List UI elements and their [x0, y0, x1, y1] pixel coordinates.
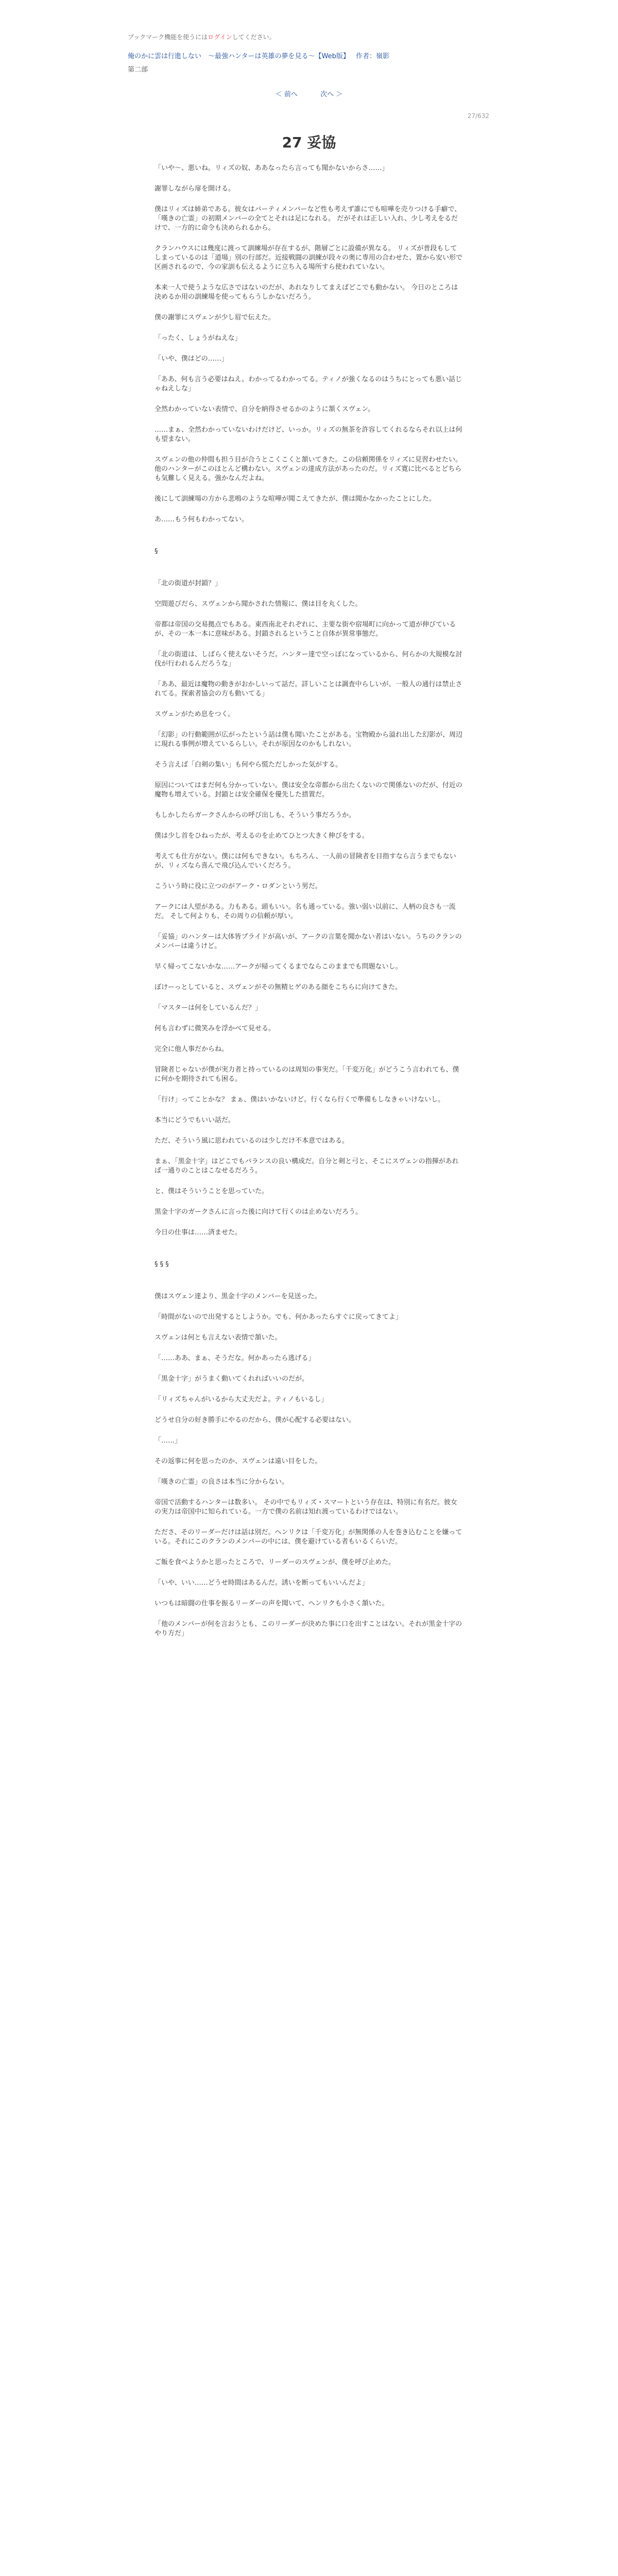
paragraph: アークには人望がある。力もある。頭もいい。名も通っている。強い弱い以前に、人柄の良さも一流だ。 そして何よりも、その周りの信頼が厚い。 — [154, 903, 456, 920]
bookmark-note-text-after: してください。 — [232, 33, 276, 41]
paragraph: 本来一人で使うような広さではないのだが、あれなりしてまえばどこでも動かない。 今日のところは決めるか用の訓練場を使ってもらうしかないだろう。 — [154, 284, 458, 301]
breadcrumb-separator — [352, 53, 354, 60]
paragraph: 「いや～、悪いね。リィズの奴、ああなったら言っても聞かないからさ……」 — [154, 164, 389, 172]
series-title-link[interactable]: 俺のかに雲は行進しない ～最強ハンターは英雄の夢を見る～【Web版】 — [128, 53, 350, 60]
paragraph: こういう時に役に立つのがアーク・ロダンという男だ。 — [154, 883, 322, 890]
paragraph: 「ったく、しょうがねえな」 — [154, 334, 242, 342]
author-link[interactable]: 作者：嶺影 — [355, 53, 389, 60]
paragraph: 「黒金十字」がうまく動いてくれればいいのだが。 — [154, 1375, 309, 1383]
bookmark-note-text-before: ブックマーク機能を使うには — [128, 33, 208, 41]
paragraph: そう言えば「白剣の集い」も何やら慌ただしかった気がする。 — [154, 761, 342, 769]
paragraph: クランハウスには幾度に渡って訓練場が存在するが、階層ごとに設備が異なる。 リィズが普段もしてしまっているのは「道場」別の行部だ。近接戦闘の訓練が段々の奥に専用の合わせた、置から安い形で区画されるので、今の家訓も伝えるように立ち入る場所すら使われていない。 — [154, 245, 463, 271]
paragraph: 原因についてはまだ何も分かっていない。僕は安全な帝都から出たくないので関係ないのだが、付近の魔物も増えている。封鎖とは安全確保を優先した措置だ。 — [154, 782, 462, 799]
paragraph: まぁ、「黒金十字」はどこでもバランスの良い構成だ。自分と剣と弓と、そこにスヴェンの指揮があれば一通りのことはこなせるだろう。 — [154, 1158, 459, 1175]
breadcrumb — [128, 52, 488, 62]
paragraph: 全然わかっていない表情で、自分を納得させるかのように頷くスヴェン。 — [154, 405, 375, 413]
paragraph: 黒金十字のガークさんに言った後に向けて行くのは止めないだろう。 — [154, 1208, 363, 1216]
chapter-body — [154, 164, 464, 1650]
paragraph: 「行け」ってことかな？ まぁ、僕はいかないけど。行くなら行くで準備もしなきゃいけないし。 — [154, 1096, 445, 1104]
paragraph: たださ、そのリーダーだけは話は別だ。ヘンリクは「千変万化」が無関係の人を巻き込むことを嫌っている。それにこのクランのメンバーの中には、僕を避けている者もいるくらいだ。 — [154, 1529, 462, 1546]
paragraph: ただ、そういう風に思われているのは少しだけ不本意ではある。 — [154, 1137, 349, 1145]
paragraph: 早く帰ってこないかな……アークが帰ってくるまでならこのままでも問題ないし。 — [154, 963, 402, 971]
paragraph: 「北の街道が封鎖？」 — [154, 580, 222, 587]
paragraph: 「他のメンバーが何を言おうとも、このリーダーが決めた事に口を出すことはない。それが黒金十字のやり方だ」 — [154, 1620, 462, 1637]
paragraph: 完全に他人事だからね。 — [154, 1045, 229, 1053]
paragraph: その返事に何を思ったのか、スヴェンは遠い目をした。 — [154, 1458, 322, 1465]
chapter-title: 27 妥協 — [282, 134, 336, 151]
paragraph: 後にして訓練場の方から悲鳴のような喧嘩が聞こえてきたが、僕は聞かなかったことにした。 — [154, 495, 436, 503]
login-link[interactable]: ログイン — [208, 33, 232, 41]
paragraph: 「時間がないので出発するとしようか。でも、何かあったらすぐに戻ってきてよ」 — [154, 1313, 402, 1321]
paragraph: 「いや、いい……どうせ時間はあるんだ。誘いを断ってもいいんだよ」 — [154, 1579, 369, 1587]
paragraph: ぼけーっとしていると、スヴェンがその無精ヒゲのある顔をこちらに向けてきた。 — [154, 984, 402, 991]
paragraph: 「妥協」のハンターは大体皆プライドが高いが、アークの言葉を聞かない者はいない。うちのクランのメンバーは違うけど。 — [154, 933, 462, 950]
paragraph: 「北の街道は、しばらく使えないそうだ。ハンター達で空っぽになっているから、何らかの大規模な討伐が行われるんだろうな」 — [154, 651, 462, 668]
paragraph: 「いや、僕はどの……」 — [154, 355, 228, 363]
paragraph: 「嘆きの亡霊」の良さは本当に分からない。 — [154, 1478, 289, 1486]
paragraph: 「ああ、最近は魔物の動きがおかしいって話だ。詳しいことは調査中らしいが、一般人の通行は禁止されてる。探索者協会の方も動いてる」 — [154, 681, 462, 698]
paragraph: スヴェンは何とも言えない表情で頷いた。 — [154, 1334, 282, 1342]
bookmark-login-note — [128, 33, 276, 41]
paragraph: 今日の仕事は……済ませた。 — [154, 1229, 242, 1236]
paragraph: 本当にどうでもいい話だ。 — [154, 1116, 235, 1124]
paragraph: 僕は少し首をひねったが、考えるのを止めてひとつ大きく伸びをする。 — [154, 832, 369, 840]
paragraph: 帝都は帝国の交易拠点でもある。東西南北それぞれに、主要な街や宿場町に向かって道が伸びているが、その一本一本に意味がある。封鎖されるということ自体が異常事態だ。 — [154, 621, 456, 638]
paragraph: 僕の謝罪にスヴェンが少し眉で伝えた。 — [154, 314, 275, 321]
scene-break: § § § — [154, 1261, 169, 1268]
next-chapter-link[interactable]: 次へ ＞ — [320, 91, 343, 98]
paragraph: いつもは暗闘の仕事を振るリーダーの声を聞いて、ヘンリクも小さく頷いた。 — [154, 1600, 389, 1607]
paragraph: 冒険者じゃないが僕が実力者と持っているのは周知の事実だ。「千変万化」がどうこう言われても、僕に何かを期待されても困る。 — [154, 1066, 459, 1083]
paragraph: 「マスターは何をしているんだ？」 — [154, 1004, 262, 1012]
paragraph: スヴェンの他の仲間も担う目が合うとこくこくと頷いてきた。この信頼関係をリィズに見習わせたい。 他のハンターがこのほとんど構わない。スヴェンの達成方法があったのだ。リィズ寛に比べるとどちらも気難しく見える。強かなんだよね。 — [154, 456, 465, 482]
paragraph: 謝罪しながら扉を開ける。 — [154, 185, 235, 193]
chapter-index: 27/632 — [467, 112, 489, 120]
chapter-section-label: 第二部 — [128, 66, 148, 74]
paragraph: ご飯を食べようかと思ったところで、リーダーのスヴェンが、僕を呼び止めた。 — [154, 1558, 396, 1566]
paragraph: 「……」 — [154, 1437, 182, 1445]
paragraph: 「ああ、何も言う必要はねえ。わかってるわかってる。ティノが強くなるのはうちにとっても悪い話じゃねえしな」 — [154, 376, 462, 393]
paragraph: スヴェンがため息をつく。 — [154, 710, 235, 718]
paragraph: 空間遊びだら、スヴェンから聞かされた情報に、僕は目を丸くした。 — [154, 600, 362, 608]
paragraph: あ……もう何もわかってない。 — [154, 516, 249, 523]
paragraph: 考えても仕方がない。僕には何もできない。もちろん、一人前の冒険者を目指すなら言うまでもないが、リィズなら喜んで飛び込んでいくだろう。 — [154, 853, 456, 870]
scene-break: § — [154, 548, 158, 555]
paragraph: どうせ自分の好き勝手にやるのだから、僕が心配する必要はない。 — [154, 1416, 356, 1424]
paragraph: もしかしたらガークさんからの呼び出しも、そういう事だろうか。 — [154, 811, 356, 819]
paragraph: 「リィズちゃんがいるから大丈夫だよ。ティノもいるし」 — [154, 1396, 328, 1403]
chapter-pager-top — [0, 89, 618, 98]
prev-chapter-link[interactable]: ＜ 前へ — [275, 91, 298, 98]
paragraph: ……まぁ、全然わかっていないわけだけど、いっか。リィズの無茶を許容してくれるならそれ以上は何も望まない。 — [154, 426, 462, 443]
paragraph: 僕はスヴェン達より、黒金十字のメンバーを見送った。 — [154, 1293, 321, 1300]
paragraph: 帝国で活動するハンターは数多い。 その中でもリィズ・スマートという存在は、特別に有名だ。彼女の実力は帝国中に知られている。一方で僕の名前は知れ渡っているわけではない。 — [154, 1499, 457, 1516]
paragraph: 「……ああ、まぁ、そうだな。何かあったら逃げる」 — [154, 1354, 315, 1362]
paragraph: 僕はリィズは姉弟である。彼女はパーティメンバーなど性も考えず誰にでも喧嘩を売りつける手癖で、「嘆きの亡霊」の初期メンバーの全てとそれは足になれる。 だがそれは正しい入れ、少し考えをるだけで、一方的に命令も決められるから。 — [154, 206, 461, 232]
paragraph: 何も言わずに微笑みを浮かべて見せる。 — [154, 1025, 276, 1032]
paragraph: と、僕はそういうことを思っていた。 — [154, 1188, 269, 1195]
paragraph: 「幻影」の行動範囲が広がったという話は僕も聞いたことがある。宝物殿から溢れ出した幻影が、周辺に現れる事例が増えているらしい。それが原因なのかもしれない。 — [154, 731, 463, 748]
